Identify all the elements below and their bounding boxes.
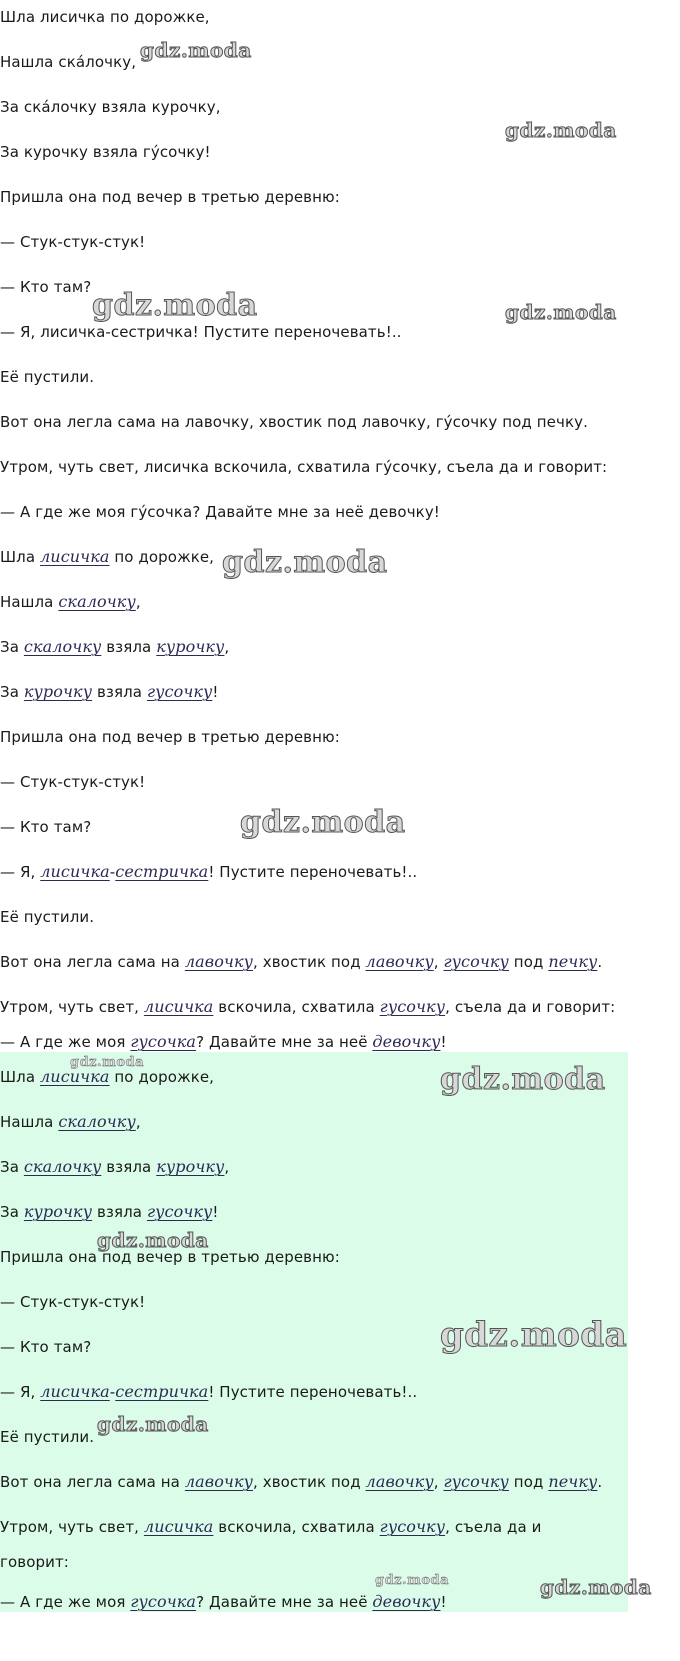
text-line: Утром, чуть свет, лисичка вскочила, схватила гу́сочку, съела да и говорит:	[0, 458, 608, 476]
text-line: — Я, лисичка-сестричка! Пустите переночевать!..	[0, 1382, 418, 1401]
text-line: — Кто там?	[0, 278, 92, 296]
watermark: gdz.moda	[92, 288, 258, 323]
text-line: Нашла ска́лочку,	[0, 53, 137, 71]
text-line: — Стук-стук-стук!	[0, 1293, 146, 1311]
underlined-word: лавочку	[184, 1472, 254, 1491]
text-line: — Я, лисичка-сестричка! Пустите переночевать!..	[0, 323, 402, 341]
underlined-word: курочку	[156, 1157, 225, 1176]
watermark: gdz.moda	[97, 1412, 209, 1436]
watermark: gdz.moda	[505, 300, 617, 324]
watermark: gdz.moda	[505, 118, 617, 142]
text-line: — А где же моя гусочка? Давайте мне за неё девочку!	[0, 1592, 447, 1611]
text-line: Утром, чуть свет, лисичка вскочила, схватила гусочку, съела да и говорит:	[0, 997, 616, 1016]
text-line: За курочку взяла гусочку!	[0, 1202, 219, 1221]
text-line: Утром, чуть свет, лисичка вскочила, схватила гусочку, съела да и	[0, 1517, 542, 1536]
underlined-word: лисичка	[40, 547, 110, 566]
text-line: — Стук-стук-стук!	[0, 773, 146, 791]
underlined-word: девочку	[372, 1592, 441, 1611]
text-line: Вот она легла сама на лавочку, хвостик под лавочку, гусочку под печку.	[0, 1472, 603, 1491]
underlined-word: курочку	[156, 637, 225, 656]
underlined-word: сестричка	[115, 1382, 209, 1401]
watermark: gdz.moda	[97, 1228, 209, 1252]
underlined-word: скалочку	[58, 1112, 136, 1131]
text-line: Вот она легла сама на лавочку, хвостик под лавочку, гусочку под печку.	[0, 952, 603, 971]
text-line: — Я, лисичка-сестричка! Пустите переночевать!..	[0, 862, 418, 881]
text-line: За ска́лочку взяла курочку,	[0, 98, 221, 116]
text-line: Пришла она под вечер в третью деревню:	[0, 1248, 340, 1266]
underlined-word: лисичка	[40, 1067, 110, 1086]
text-line: — Кто там?	[0, 1338, 92, 1356]
text-line: За скалочку взяла курочку,	[0, 1157, 230, 1176]
watermark: gdz.moda	[375, 1573, 450, 1588]
underlined-word: лисичка	[143, 997, 214, 1016]
watermark: gdz.moda	[70, 1055, 145, 1070]
underlined-word: гусочку	[146, 682, 213, 701]
underlined-word: лавочку	[365, 952, 434, 971]
underlined-word: курочку	[23, 682, 93, 701]
text-line: Пришла она под вечер в третью деревню:	[0, 188, 340, 206]
underlined-word: гусочку	[146, 1202, 213, 1221]
underlined-word: лисичка	[40, 1382, 110, 1401]
text-line: Шла лисичка по дорожке,	[0, 547, 215, 566]
text-line: — А где же моя гу́сочка? Давайте мне за неё девочку!	[0, 503, 440, 521]
underlined-word: скалочку	[58, 592, 136, 611]
underlined-word: гусочку	[379, 1517, 446, 1536]
text-line: За скалочку взяла курочку,	[0, 637, 230, 656]
underlined-word: скалочку	[23, 637, 102, 656]
text-line: Шла лисичка по дорожке,	[0, 1067, 215, 1086]
text-line: Нашла скалочку,	[0, 592, 141, 611]
underlined-word: лисичка	[40, 862, 110, 881]
underlined-word: девочку	[372, 1032, 441, 1051]
text-line: Её пустили.	[0, 908, 95, 926]
text-line: — Стук-стук-стук!	[0, 233, 146, 251]
text-line: Нашла скалочку,	[0, 1112, 141, 1131]
watermark: gdz.moda	[540, 1575, 652, 1599]
underlined-word: лавочку	[184, 952, 254, 971]
underlined-word: печку	[548, 1472, 598, 1491]
watermark: gdz.moda	[140, 38, 252, 62]
text-line: — Кто там?	[0, 818, 92, 836]
watermark: gdz.moda	[440, 1062, 606, 1097]
watermark: gdz.moda	[440, 1315, 628, 1355]
text-line: — А где же моя гусочка? Давайте мне за неё девочку!	[0, 1032, 447, 1051]
underlined-word: гусочку	[379, 997, 446, 1016]
underlined-word: гусочку	[443, 952, 509, 971]
underlined-word: лавочку	[365, 1472, 434, 1491]
underlined-word: сестричка	[115, 862, 209, 881]
watermark: gdz.moda	[240, 805, 406, 840]
watermark: gdz.moda	[222, 545, 388, 580]
text-line: За курочку взяла гусочку!	[0, 682, 219, 701]
text-line: Пришла она под вечер в третью деревню:	[0, 728, 340, 746]
underlined-word: лисичка	[143, 1517, 214, 1536]
underlined-word: курочку	[23, 1202, 93, 1221]
text-line: говорит:	[0, 1553, 69, 1571]
text-line: Её пустили.	[0, 368, 95, 386]
underlined-word: гусочка	[130, 1592, 197, 1611]
underlined-word: гусочку	[443, 1472, 509, 1491]
underlined-word: скалочку	[23, 1157, 102, 1176]
underlined-word: печку	[548, 952, 598, 971]
text-line: Шла лисичка по дорожке,	[0, 8, 210, 26]
text-line: За курочку взяла гу́сочку!	[0, 143, 211, 161]
underlined-word: гусочка	[130, 1032, 197, 1051]
text-line: Её пустили.	[0, 1428, 95, 1446]
text-line: Вот она легла сама на лавочку, хвостик под лавочку, гу́сочку под печку.	[0, 413, 588, 431]
